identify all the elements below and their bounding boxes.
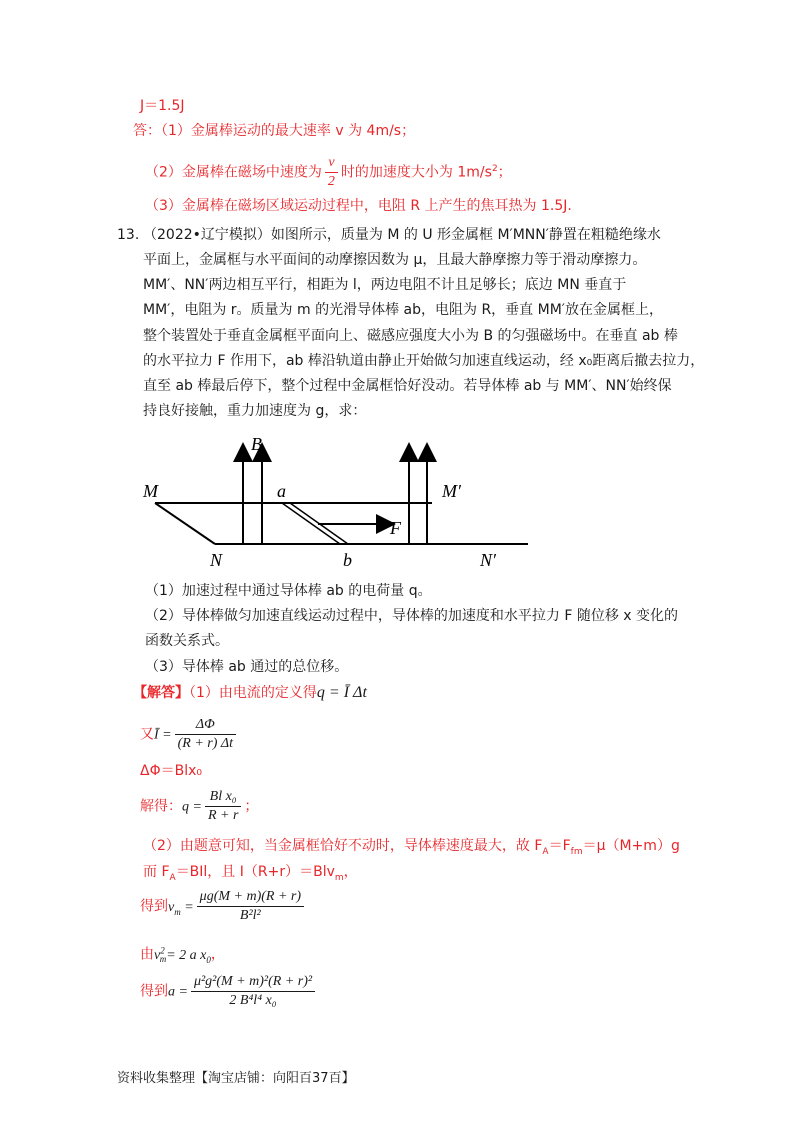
equation-vm-lhs: $v_m$ = [168, 899, 194, 917]
solution-4-end: ； [244, 798, 259, 815]
v-sup: 2 [160, 945, 165, 955]
solution-line-2 [140, 716, 239, 756]
fraction-den: 2 [327, 174, 335, 189]
answer-2-post: 时的加速度大小为 1m/s [340, 164, 492, 181]
kinematic-rhs: = 2 a x [166, 947, 207, 963]
answer-line-1 [133, 121, 415, 141]
solution-7-pre: 得到 [140, 898, 168, 915]
solution-6-end: ， [343, 864, 358, 880]
problem-line: （2022•辽宁模拟）如图所示，质量为 M 的 U 形金属框 M′MNN′静置在粗糙绝缘水 [143, 227, 661, 243]
solution-6-pre: 而 F [143, 864, 170, 880]
solution-line-7 [140, 888, 307, 930]
sub-a: A [542, 846, 549, 857]
label-a: a [277, 481, 286, 501]
equation-a-lhs: a = [168, 984, 188, 1000]
answer-line-3: （3）金属棒在磁场区域运动过程中，电阻 R 上产生的焦耳热为 1.5J. [145, 198, 572, 214]
v-over-2-fraction [325, 154, 338, 191]
problem-number: 13. [117, 227, 140, 243]
page-number: 37 [312, 1071, 329, 1086]
vm-sub: m [174, 906, 181, 917]
fraction-den: (R + r) Δt [177, 736, 233, 751]
equation-i-lhs: Ī = [154, 727, 172, 743]
solution-line-1 [133, 683, 367, 703]
solution-8-pre: 由 [140, 946, 154, 963]
sub-fm: fm [570, 846, 583, 857]
x-sub: 0 [206, 954, 211, 965]
solution-5-text: （2）由题意可知，当金属框恰好不动时，导体棒速度最大，故 F [143, 838, 543, 854]
current-fraction [175, 716, 236, 753]
solution-line-9 [140, 973, 318, 1017]
fraction-num: v [325, 154, 338, 173]
fraction-den: 2 B⁴l⁴ x₀ [229, 993, 277, 1008]
solution-line-8 [140, 940, 225, 964]
equation-q: q = Ī Δt [316, 684, 367, 701]
solution-5-end: ＝μ（M+m）g [582, 838, 680, 854]
solution-4-pre: 解得： [140, 798, 182, 815]
solution-8-end: ， [210, 946, 225, 963]
solution-line-6 [143, 862, 358, 888]
fraction-num: Bl x₀ [205, 788, 241, 807]
answer-line-2 [145, 154, 512, 188]
problem-line: MM′，电阻为 r。质量为 m 的光滑导体棒 ab，电阻为 R，垂直 MM′放在金属框上， [143, 302, 663, 318]
label-n: N [210, 550, 223, 570]
fraction-num: μg(M + m)(R + r) [197, 888, 304, 907]
label-m: M [143, 481, 158, 501]
page-footer [117, 1069, 355, 1089]
answer-2-sup: 2 [491, 163, 498, 174]
label-f: F [390, 518, 401, 538]
solution-5-mid: ＝F [548, 838, 571, 854]
solution-6-mid: ＝BIl，且 I（R+r）＝Blv [175, 864, 335, 880]
problem-line: 的水平拉力 F 作用下，ab 棒沿轨道由静止开始做匀加速直线运动，经 x₀距离后撤去拉力， [143, 353, 705, 369]
equation-q-lhs: q = [182, 799, 202, 815]
charge-fraction [205, 788, 241, 825]
v-sub: m [159, 954, 167, 965]
label-b-field: B [251, 434, 262, 454]
question-2-cont: 函数关系式。 [145, 633, 229, 649]
problem-line: 持良好接触，重力加速度为 g，求： [143, 403, 367, 419]
fraction-num: ΔΦ [175, 716, 236, 735]
problem-line: MM′、NN′两边相互平行，相距为 l，两边电阻不计且足够长；底边 MN 垂直于 [143, 277, 627, 293]
answer-2-end: ； [497, 164, 512, 181]
v-symbol: v [154, 947, 161, 963]
solution-9-pre: 得到 [140, 983, 168, 1000]
fraction-den: B²l² [239, 908, 261, 923]
label-m-prime: M′ [442, 481, 461, 501]
question-3: （3）导体棒 ab 通过的总位移。 [145, 659, 349, 675]
solution-1-pre: （1）由电流的定义得 [189, 685, 317, 701]
j-result: J＝1.5J [140, 98, 185, 114]
solution-line-5 [143, 836, 680, 862]
circuit-figure [0, 430, 800, 580]
answer-label: 答： [133, 123, 161, 139]
rail-mn [155, 503, 215, 544]
label-n-prime: N′ [480, 550, 496, 570]
footer-text-end: 百】 [328, 1071, 355, 1086]
solution-line-3: ΔΦ＝Blx₀ [140, 763, 202, 779]
question-2: （2）导体棒做匀加速直线运动过程中，导体棒的加速度和水平拉力 F 随位移 x 变化的 [145, 608, 679, 624]
answer-1-text: （1）金属棒运动的最大速率 v 为 4m/s； [161, 123, 416, 139]
footer-text: 资料收集整理【淘宝店铺：向阳百 [117, 1071, 313, 1086]
answer-2-pre: （2）金属棒在磁场中速度为 [145, 164, 322, 181]
solution-line-4 [140, 788, 258, 828]
acceleration-fraction [191, 973, 315, 1010]
equation-kinematic [154, 945, 211, 965]
sub-a: A [169, 872, 176, 883]
problem-line: 整个装置处于垂直金属框平面向上、磁感应强度大小为 B 的匀强磁场中。在垂直 ab 棒 [143, 328, 678, 344]
problem-line: 平面上，金属框与水平面间的动摩擦因数为 μ，且最大静摩擦力等于滑动摩擦力。 [143, 252, 647, 268]
question-1: （1）加速过程中通过导体棒 ab 的电荷量 q。 [145, 583, 432, 599]
label-b: b [343, 550, 352, 570]
vm-fraction [197, 888, 304, 925]
vm-symbol: v [168, 899, 175, 915]
fraction-num: μ²g²(M + m)²(R + r)² [191, 973, 315, 992]
solution-2-pre: 又 [140, 726, 154, 743]
solution-tag: 【解答】 [133, 685, 189, 701]
fraction-den: R + r [207, 808, 239, 823]
sub-m: m [334, 872, 344, 883]
problem-line: 直至 ab 棒最后停下，整个过程中金属框恰好没动。若导体棒 ab 与 MM′、NN′始终保 [143, 378, 672, 394]
